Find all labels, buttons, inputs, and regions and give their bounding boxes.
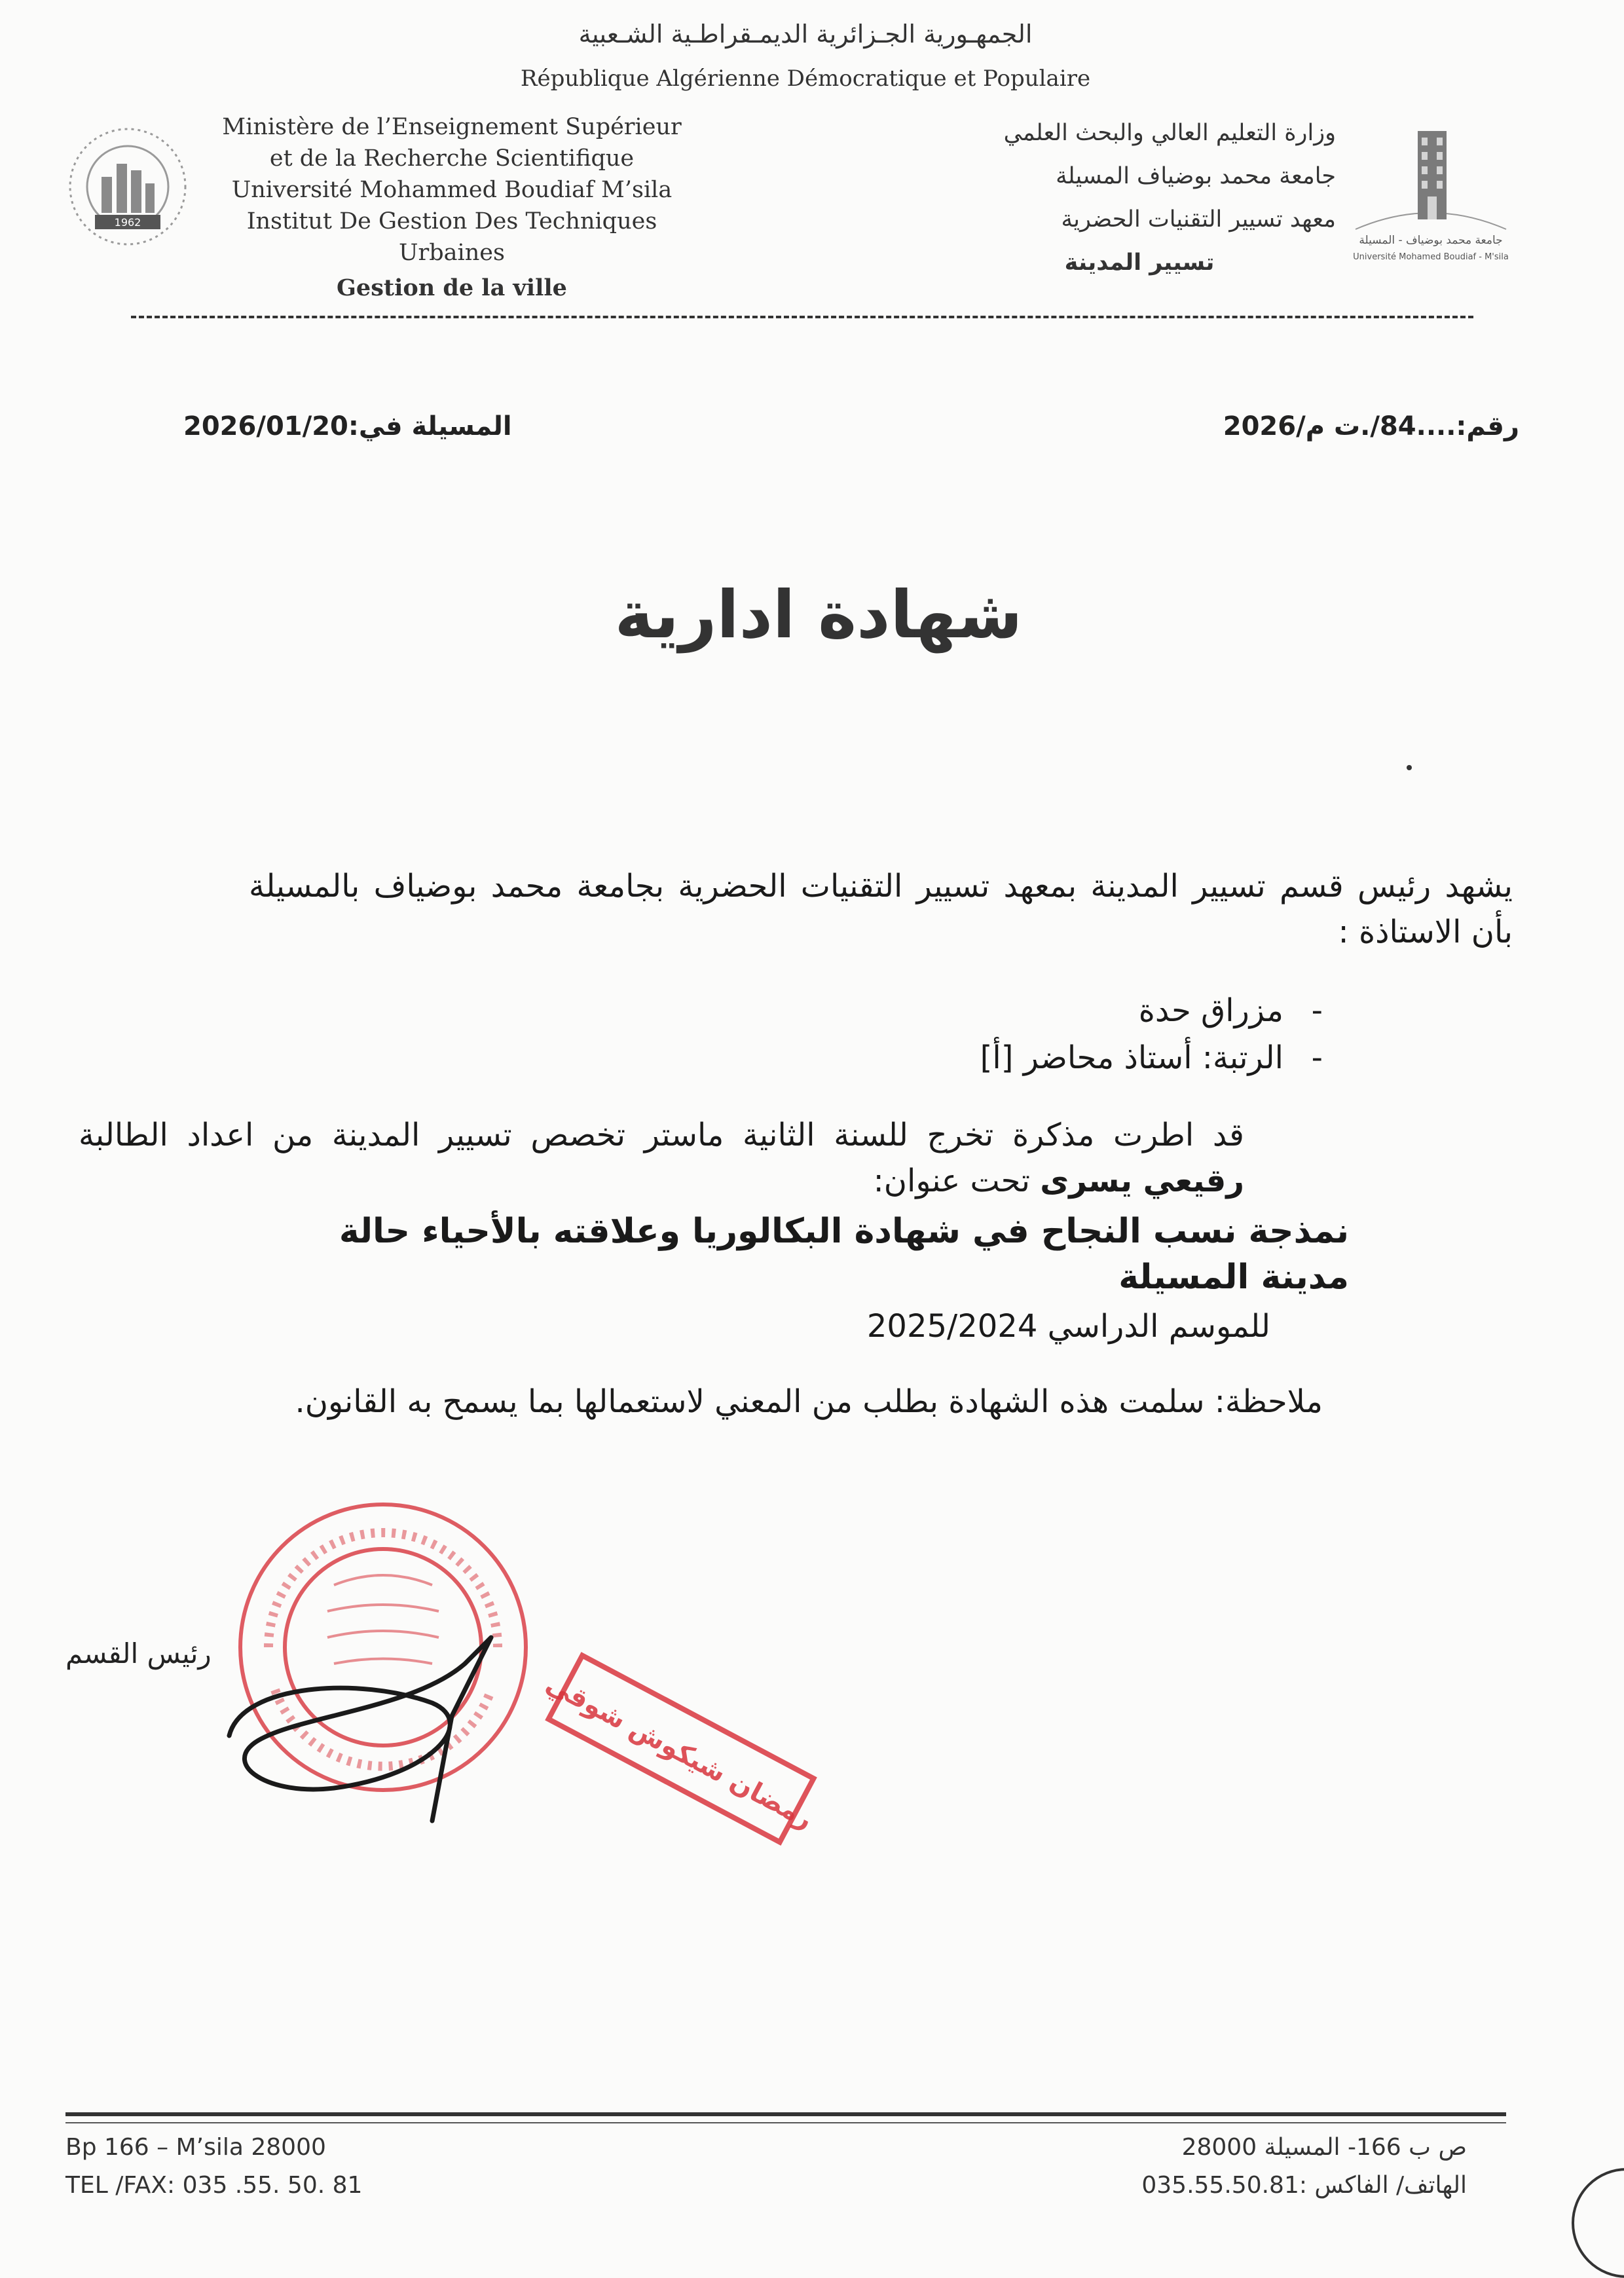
stray-dot [1407, 765, 1412, 770]
ministry-line-fr: et de la Recherche Scientifique [269, 145, 635, 172]
supervision-text: قد اطرت مذكرة تخرج للسنة الثانية ماستر تخصص تسيير المدينة من اعداد الطالبة [79, 1117, 1244, 1153]
title-intro: تحت عنوان: [873, 1163, 1030, 1199]
university-line-fr: Université Mohammed Boudiaf M’sila [231, 177, 673, 203]
footer-address-ar: ص ب 166- المسيلة 28000 [1181, 2134, 1467, 2161]
footer-contact-ar [1048, 2129, 1467, 2205]
professor-name: مزراق حدة [1138, 992, 1283, 1029]
bullet-dash: - [1311, 992, 1323, 1029]
footer-rule-thin [65, 2122, 1506, 2123]
date-line [183, 411, 512, 441]
institute-line-ar: معهد تسيير التقنيات الحضرية [1061, 206, 1336, 233]
logo-caption-ar: جامعة محمد بوضياف - المسيلة [1359, 234, 1503, 247]
corner-mark [1572, 2168, 1624, 2278]
institute-line-fr: Urbaines [399, 240, 505, 266]
reference-value: ....84/.ت م/2026 [1223, 411, 1456, 441]
bullet-name-row [589, 988, 1323, 1035]
date-value: 2026/01/20 [183, 411, 348, 441]
institution-block-ar [917, 111, 1336, 284]
signature-label: رئيس القسم [65, 1637, 212, 1670]
institution-block-fr [216, 111, 688, 304]
handwritten-signature [216, 1624, 596, 1834]
reference-label: رقم: [1456, 411, 1519, 441]
bullet-rank-row [589, 1035, 1323, 1082]
supervision-paragraph [79, 1112, 1244, 1204]
intro-paragraph: يشهد رئيس قسم تسيير المدينة بمعهد تسيير التقنيات الحضرية بجامعة محمد بوضياف بالمسيلة بأن الاستاذة : [249, 868, 1513, 950]
professor-rank: الرتبة: أستاذ محاضر [أ] [980, 1039, 1283, 1076]
department-fr: Gestion de la ville [337, 274, 567, 301]
university-logo-right [1329, 118, 1532, 269]
department-ar: تسيير المدينة [1064, 250, 1215, 276]
thesis-title: نمذجة نسب النجاح في شهادة البكالوريا وعلاقته بالأحياء حالة مدينة المسيلة [339, 1212, 1349, 1297]
footer-phone-fr: TEL /FAX: 035 .55. 50. 81 [65, 2172, 363, 2199]
institution-logo-left [65, 124, 190, 249]
footer-phone-ar: الهاتف/ الفاكس :035.55.50.81 [1141, 2172, 1467, 2199]
bullet-dash: - [1311, 1039, 1323, 1076]
logo-caption-fr: Université Mohamed Boudiaf - M'sila [1353, 252, 1509, 262]
academic-season: للموسم الدراسي 2025/2024 [866, 1308, 1270, 1345]
info-bullets [589, 988, 1323, 1082]
university-line-ar: جامعة محمد بوضياف المسيلة [1056, 163, 1336, 189]
document-title: شهادة ادارية [614, 576, 1023, 653]
logo-year: 1962 [114, 216, 141, 229]
header-divider [131, 316, 1473, 318]
institute-line-fr: Institut De Gestion Des Techniques [246, 208, 657, 234]
republic-title-ar: الجمهـورية الجـزائرية الديمـقراطـية الشـعبية [578, 20, 1033, 48]
stamp-name: رمضان شيكوش شوقي [541, 1668, 819, 1835]
student-name: رقيعي يسرى [1040, 1163, 1244, 1199]
footer-rule [65, 2112, 1506, 2116]
footer-contact-fr [65, 2129, 362, 2205]
reference-line [1192, 411, 1519, 441]
footer-address-fr: Bp 166 – M’sila 28000 [65, 2134, 326, 2161]
date-label: المسيلة في: [348, 411, 512, 441]
ministry-line-ar: وزارة التعليم العالي والبحث العلمي [1003, 120, 1336, 146]
republic-title-fr: République Algérienne Démocratique et Populaire [520, 65, 1091, 92]
note-line: ملاحظة: سلمت هذه الشهادة بطلب من المعني لاستعمالها بما يسمح به القانون. [295, 1383, 1323, 1420]
ministry-line-fr: Ministère de l’Enseignement Supérieur [222, 114, 682, 140]
